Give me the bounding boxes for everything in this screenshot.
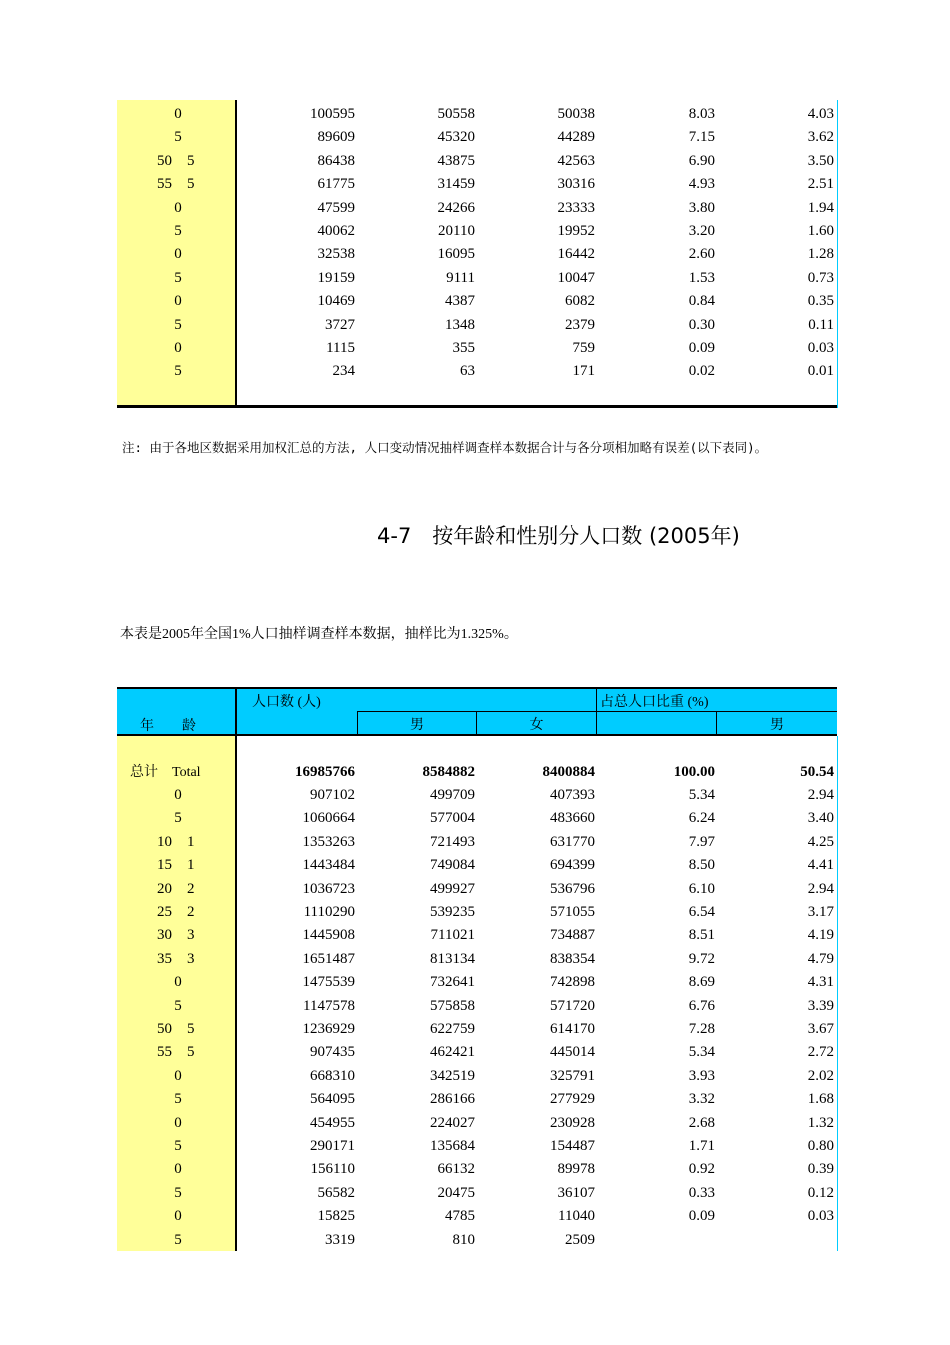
- main-row-18-total: 15825: [317, 1208, 355, 1225]
- main-row-0-female: 407393: [550, 787, 595, 803]
- top-row-2-pct-male: 3.50: [807, 152, 834, 169]
- main-row-7-pct-male: 4.79: [807, 950, 834, 967]
- top-age-divider: [235, 100, 237, 408]
- main-row-13-male: 286166: [430, 1091, 475, 1108]
- top-row-2-pct-total: 6.90: [688, 152, 715, 169]
- header-age-label: 年 龄: [140, 719, 196, 734]
- main-row-12-male: 342519: [430, 1067, 475, 1084]
- header-proportion-label: 占总人口比重 (%): [600, 695, 709, 710]
- main-row-13-pct-total: 3.32: [688, 1091, 715, 1108]
- main-row-5-total: 1110290: [303, 904, 355, 920]
- main-row-7-female: 838354: [550, 950, 595, 967]
- main-row-8-age: 0: [174, 974, 182, 991]
- main-row-6-pct-total: 8.51: [688, 927, 715, 944]
- top-row-6-age: 0: [174, 246, 182, 263]
- main-row-2-age: 10 1: [157, 833, 195, 850]
- top-row-7-total: 19159: [317, 269, 355, 286]
- main-row-10-pct-total: 7.28: [688, 1021, 715, 1037]
- main-row-11-pct-male: 2.72: [807, 1044, 834, 1061]
- top-row-1-female: 44289: [557, 129, 595, 146]
- top-row-10-female: 759: [572, 340, 595, 356]
- main-row-10-total: 1236929: [302, 1021, 355, 1037]
- main-row-18-female: 11040: [558, 1208, 595, 1225]
- top-row-7-pct-male: 0.73: [807, 269, 834, 286]
- header-male-label: 男: [410, 718, 424, 733]
- main-row-5-age: 25 2: [157, 904, 195, 920]
- main-row-5-male: 539235: [430, 904, 475, 920]
- top-row-6-male: 16095: [437, 246, 475, 263]
- main-row-16-male: 66132: [437, 1161, 475, 1178]
- main-row-15-female: 154487: [550, 1138, 595, 1154]
- main-row-8-female: 742898: [550, 974, 595, 991]
- main-row-3-female: 694399: [550, 857, 595, 874]
- main-row-2-male: 721493: [430, 833, 475, 850]
- main-row-9-pct-total: 6.76: [688, 997, 715, 1014]
- top-row-6-pct-total: 2.60: [688, 246, 715, 263]
- top-row-2-age: 50 5: [157, 152, 195, 169]
- main-row-2-pct-male: 4.25: [807, 833, 834, 850]
- top-row-8-pct-total: 0.84: [688, 293, 715, 310]
- header-prop-male-label: 男: [770, 718, 784, 733]
- main-row-16-pct-total: 0.92: [688, 1161, 715, 1178]
- main-row-7-total: 1651487: [302, 950, 355, 967]
- main-row-15-pct-total: 1.71: [688, 1138, 715, 1154]
- top-row-0-age: 0: [174, 106, 182, 122]
- top-row-11-pct-male: 0.01: [807, 363, 834, 380]
- main-row-5-female: 571055: [550, 904, 595, 920]
- top-row-5-pct-total: 3.20: [688, 223, 715, 239]
- main-row-8-pct-total: 8.69: [688, 974, 715, 991]
- main-row-0-pct-male: 2.94: [807, 787, 834, 803]
- top-row-1-male: 45320: [437, 129, 475, 146]
- main-row-1-male: 577004: [430, 810, 475, 827]
- top-row-4-male: 24266: [437, 199, 475, 216]
- main-row-4-female: 536796: [550, 880, 595, 897]
- top-row-2-total: 86438: [317, 152, 355, 169]
- main-row-1-age: 5: [174, 810, 182, 827]
- top-row-8-pct-male: 0.35: [807, 293, 834, 310]
- main-row-14-pct-male: 1.32: [807, 1114, 834, 1131]
- main-row-13-total: 564095: [310, 1091, 355, 1108]
- main-row-3-total: 1443484: [302, 857, 355, 874]
- top-row-11-male: 63: [460, 363, 475, 380]
- main-row-10-age: 50 5: [157, 1021, 195, 1037]
- main-row-11-male: 462421: [430, 1044, 475, 1061]
- main-row-18-age: 0: [174, 1208, 182, 1225]
- main-row-16-female: 89978: [557, 1161, 595, 1178]
- header-female-label: 女: [529, 718, 544, 733]
- top-row-7-female: 10047: [557, 269, 595, 286]
- main-row-2-pct-total: 7.97: [688, 833, 715, 850]
- header-divider-3: [596, 688, 597, 735]
- main-row-16-age: 0: [174, 1161, 182, 1178]
- top-row-7-age: 5: [174, 269, 182, 286]
- top-row-1-total: 89609: [317, 129, 355, 146]
- top-row-0-female: 50038: [557, 106, 595, 122]
- top-row-3-pct-total: 4.93: [688, 176, 715, 193]
- total-row-age: 总计 Total: [130, 765, 201, 780]
- main-row-9-age: 5: [174, 997, 182, 1014]
- main-row-6-total: 1445908: [302, 927, 355, 944]
- top-row-11-pct-total: 0.02: [688, 363, 715, 380]
- top-row-5-female: 19952: [557, 223, 595, 239]
- main-row-8-pct-male: 4.31: [807, 974, 834, 991]
- top-row-3-pct-male: 2.51: [807, 176, 834, 193]
- main-row-17-male: 20475: [437, 1184, 475, 1201]
- top-row-11-age: 5: [174, 363, 182, 380]
- main-row-3-pct-male: 4.41: [807, 857, 834, 874]
- main-row-10-pct-male: 3.67: [807, 1021, 834, 1037]
- main-row-17-pct-total: 0.33: [688, 1184, 715, 1201]
- main-row-11-age: 55 5: [157, 1044, 195, 1061]
- main-row-12-total: 668310: [310, 1067, 355, 1084]
- top-row-10-male: 355: [452, 340, 475, 356]
- top-row-3-total: 61775: [317, 176, 355, 193]
- main-row-3-age: 15 1: [157, 857, 195, 874]
- top-row-9-total: 3727: [325, 316, 355, 333]
- top-row-4-female: 23333: [557, 199, 595, 216]
- top-row-0-pct-male: 4.03: [807, 106, 834, 122]
- top-row-5-age: 5: [174, 223, 182, 239]
- top-row-9-female: 2379: [565, 316, 595, 333]
- top-row-5-male: 20110: [438, 223, 475, 239]
- main-right-border: [837, 736, 838, 1251]
- top-row-7-pct-total: 1.53: [688, 269, 715, 286]
- main-row-4-pct-total: 6.10: [688, 880, 715, 897]
- page-title: 4-7 按年龄和性别分人口数 (2005年): [377, 524, 740, 548]
- main-row-9-female: 571720: [550, 997, 595, 1014]
- main-row-7-pct-total: 9.72: [688, 950, 715, 967]
- main-row-19-age: 5: [174, 1231, 182, 1248]
- main-row-13-pct-male: 1.68: [807, 1091, 834, 1108]
- main-row-7-male: 813134: [430, 950, 475, 967]
- top-row-0-male: 50558: [437, 106, 475, 122]
- total-row-female: 8400884: [542, 764, 595, 780]
- main-row-13-female: 277929: [550, 1091, 595, 1108]
- top-row-8-male: 4387: [445, 293, 475, 310]
- main-row-11-female: 445014: [550, 1044, 595, 1061]
- main-row-6-age: 30 3: [157, 927, 195, 944]
- main-row-9-pct-male: 3.39: [807, 997, 834, 1014]
- main-row-1-pct-total: 6.24: [688, 810, 715, 827]
- top-row-9-pct-total: 0.30: [688, 316, 715, 333]
- top-row-5-pct-male: 1.60: [807, 223, 834, 239]
- main-row-6-female: 734887: [550, 927, 595, 944]
- main-row-12-female: 325791: [550, 1067, 595, 1084]
- top-row-6-female: 16442: [557, 246, 595, 263]
- main-row-17-total: 56582: [317, 1184, 355, 1201]
- main-age-divider: [235, 736, 237, 1251]
- main-row-18-male: 4785: [445, 1208, 475, 1225]
- total-row-pct-male: 50.54: [800, 764, 834, 780]
- main-row-14-female: 230928: [550, 1114, 595, 1131]
- main-row-3-male: 749084: [430, 857, 475, 874]
- main-row-17-pct-male: 0.12: [807, 1184, 834, 1201]
- header-age-divider: [235, 688, 237, 735]
- main-row-4-pct-male: 2.94: [807, 880, 834, 897]
- main-row-6-male: 711021: [430, 927, 475, 944]
- main-row-5-pct-total: 6.54: [688, 904, 715, 920]
- top-row-7-male: 9111: [446, 269, 475, 286]
- top-row-4-total: 47599: [317, 199, 355, 216]
- main-row-10-female: 614170: [550, 1021, 595, 1037]
- total-row-pct-total: 100.00: [673, 764, 715, 780]
- top-row-4-pct-total: 3.80: [688, 199, 715, 216]
- main-row-19-male: 810: [452, 1231, 475, 1248]
- main-row-15-pct-male: 0.80: [807, 1138, 834, 1154]
- top-row-11-female: 171: [572, 363, 595, 380]
- main-row-19-female: 2509: [565, 1231, 595, 1248]
- main-row-17-age: 5: [174, 1184, 182, 1201]
- main-row-15-male: 135684: [430, 1138, 475, 1154]
- main-row-3-pct-total: 8.50: [688, 857, 715, 874]
- top-row-2-female: 42563: [557, 152, 595, 169]
- main-row-9-total: 1147578: [303, 997, 355, 1014]
- main-row-18-pct-male: 0.03: [807, 1208, 834, 1225]
- main-row-11-total: 907435: [310, 1044, 355, 1061]
- main-row-15-total: 290171: [310, 1138, 355, 1154]
- main-row-12-age: 0: [174, 1067, 182, 1084]
- top-row-6-total: 32538: [317, 246, 355, 263]
- main-row-14-male: 224027: [430, 1114, 475, 1131]
- top-right-border: [837, 100, 838, 408]
- top-row-4-pct-male: 1.94: [807, 199, 834, 216]
- total-row-total: 16985766: [295, 764, 355, 780]
- top-row-8-female: 6082: [565, 293, 595, 310]
- main-row-1-female: 483660: [550, 810, 595, 827]
- total-row-male: 8584882: [422, 764, 475, 780]
- top-row-0-total: 100595: [310, 106, 355, 122]
- main-row-14-total: 454955: [310, 1114, 355, 1131]
- header-population-label: 人口数 (人): [252, 695, 321, 710]
- top-row-6-pct-male: 1.28: [807, 246, 834, 263]
- top-row-1-pct-male: 3.62: [807, 129, 834, 146]
- main-row-4-total: 1036723: [302, 880, 355, 897]
- main-row-2-female: 631770: [550, 833, 595, 850]
- top-bottom-rule: [117, 405, 837, 408]
- main-row-18-pct-total: 0.09: [688, 1208, 715, 1225]
- main-row-0-total: 907102: [310, 787, 355, 803]
- top-row-10-age: 0: [174, 340, 182, 356]
- header-top-rule: [117, 687, 837, 689]
- top-row-5-total: 40062: [317, 223, 355, 239]
- main-row-5-pct-male: 3.17: [807, 904, 834, 920]
- main-row-13-age: 5: [174, 1091, 182, 1108]
- main-row-19-total: 3319: [325, 1231, 355, 1248]
- top-row-4-age: 0: [174, 199, 182, 216]
- top-row-10-pct-total: 0.09: [688, 340, 715, 356]
- top-row-8-age: 0: [174, 293, 182, 310]
- main-row-17-female: 36107: [557, 1184, 595, 1201]
- top-row-1-age: 5: [174, 129, 182, 146]
- top-row-1-pct-total: 7.15: [688, 129, 715, 146]
- top-row-10-pct-male: 0.03: [807, 340, 834, 356]
- main-row-6-pct-male: 4.19: [807, 927, 834, 944]
- main-row-8-male: 732641: [430, 974, 475, 991]
- main-row-15-age: 5: [174, 1138, 182, 1154]
- table-intro: 本表是2005年全国1%人口抽样调查样本数据，抽样比为1.325%。: [120, 627, 518, 642]
- main-row-0-male: 499709: [430, 787, 475, 803]
- main-row-4-male: 499927: [430, 880, 475, 897]
- header-sub-rule: [357, 711, 837, 712]
- main-row-10-male: 622759: [430, 1021, 475, 1037]
- main-row-0-pct-total: 5.34: [688, 787, 715, 803]
- top-row-9-age: 5: [174, 316, 182, 333]
- main-row-16-total: 156110: [310, 1161, 355, 1178]
- main-row-11-pct-total: 5.34: [688, 1044, 715, 1061]
- top-row-9-male: 1348: [445, 316, 475, 333]
- top-row-11-total: 234: [332, 363, 355, 380]
- main-row-1-total: 1060664: [302, 810, 355, 827]
- top-row-3-male: 31459: [437, 176, 475, 193]
- top-row-2-male: 43875: [437, 152, 475, 169]
- main-row-16-pct-male: 0.39: [807, 1161, 834, 1178]
- main-row-8-total: 1475539: [302, 974, 355, 991]
- main-row-12-pct-male: 2.02: [807, 1067, 834, 1084]
- top-row-8-total: 10469: [317, 293, 355, 310]
- table-note: 注: 由于各地区数据采用加权汇总的方法, 人口变动情况抽样调查样本数据合计与各分项相加略有误差(以下表同)。: [122, 440, 768, 455]
- top-row-9-pct-male: 0.11: [808, 316, 834, 333]
- main-row-1-pct-male: 3.40: [807, 810, 834, 827]
- main-row-4-age: 20 2: [157, 880, 195, 897]
- top-row-0-pct-total: 8.03: [688, 106, 715, 122]
- main-row-7-age: 35 3: [157, 950, 195, 967]
- main-row-2-total: 1353263: [302, 833, 355, 850]
- top-row-3-age: 55 5: [157, 176, 195, 193]
- main-row-12-pct-total: 3.93: [688, 1067, 715, 1084]
- main-row-14-pct-total: 2.68: [688, 1114, 715, 1131]
- top-row-3-female: 30316: [557, 176, 595, 193]
- main-row-14-age: 0: [174, 1114, 182, 1131]
- main-row-0-age: 0: [174, 787, 182, 803]
- top-row-10-total: 1115: [326, 340, 355, 356]
- main-row-9-male: 575858: [430, 997, 475, 1014]
